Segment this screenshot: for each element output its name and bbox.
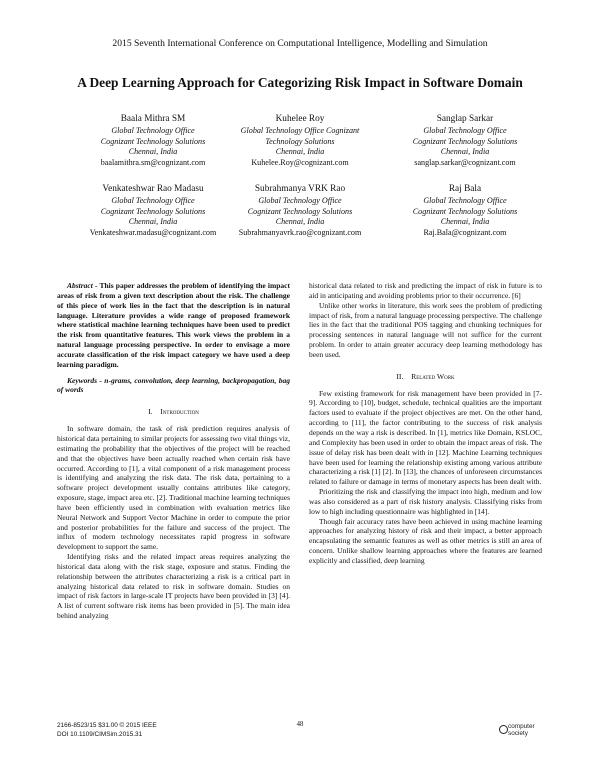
left-column: [57, 281, 290, 621]
author-6: [370, 183, 560, 238]
keywords: Keywords - n-grams, convolution, deep learning, backpropagation, bag of words: [57, 375, 290, 395]
author-5: [205, 183, 395, 238]
author-name: Raj Bala: [448, 184, 482, 194]
author-city: Chennai, India: [440, 147, 490, 157]
paragraph: Few existing framework for risk management have been provided in [7-9]. According to [10], budget, schedule, technical qualities are the important factors used to evaluate if the project objectives are met. On the other hand, according to [11], the factor contributing to the success of risk analysis depends on the way a risk is described. In [1], metrics like Domain, KSLOC, and Complexity has been used in order to obtain the impact areas of risk. The issue of delay risk has been dealt with in [12]. Machine Learning techniques have been used for learning the relationship existing among various attribute characterizing a risk [1] [2]. In [13], the chances of unforeseen circumstances related to failure or damage in terms of monetary aspects has been dealt with.: [309, 388, 542, 487]
author-affiliation: Global Technology Office: [111, 126, 195, 135]
author-name: Kuhelee Roy: [275, 114, 325, 124]
author-affiliation: Global Technology Office Cognizant: [240, 126, 360, 135]
author-affiliation: Global Technology Office: [423, 126, 507, 135]
page-number: 48: [296, 721, 304, 728]
author-affiliation: Global Technology Office: [258, 196, 342, 205]
author-name: Subrahmanya VRK Rao: [254, 184, 346, 194]
author-city: Chennai, India: [128, 217, 178, 227]
section-heading-related-work: [309, 372, 542, 382]
author-affiliation: Cognizant Technology Solutions: [247, 206, 353, 216]
paper-title: A Deep Learning Approach for Categorizing Risk Impact in Software Domain: [77, 75, 523, 90]
paragraph: Though fair accuracy rates have been achieved in using machine learning approaches for analyzing history of risk and their impact, a better approach encapsulating the semantic features as well as other metrics is still an area of concern. Unlike shallow learning approaches where the features are learned explicitly and classified, deep learning: [309, 516, 542, 565]
paragraph: In software domain, the task of risk prediction requires analysis of historical data pertaining to similar projects for assessing two vital things viz, estimating the probability that the objectives of the project will be reached and that the objectives have been actually reached when certain risk have occurred. According to [1], a vital component of a risk management process is identifying and analyzing the risk data. The risk data, pertaining to a software project development usually contains attributes like category, exposure, stage, impact area etc. [2]. Traditional machine learning techniques have been efficiently used in combination with evaluation metrics like Neural Network and Support Vector Machine in order to compute the prior and posterior probabilities for the failure and success of the project. The influx of modern technology necessitates rapid progress in software development to support the same.: [57, 424, 290, 552]
author-name: Venkateshwar Rao Madasu: [102, 184, 204, 194]
author-affiliation: Cognizant Technology Solutions: [412, 136, 518, 146]
author-city: Chennai, India: [128, 147, 178, 157]
author-email: Kuhelee.Roy@cognizant.com: [251, 157, 349, 167]
author-affiliation: Cognizant Technology Solutions: [412, 206, 518, 216]
author-email: baalamithra.sm@cognizant.com: [100, 157, 206, 167]
section-title: Related Work: [411, 371, 455, 381]
paragraph: Unlike other works in literature, this work sees the problem of predicting impact of risk, from a natural language processing perspective. The challenge lies in the fact that the traditional POS tagging and chunking techniques for processing sentences in natural language will not suffice for the current problem. In order to attain greater accuracy deep learning methodology has been used.: [309, 300, 542, 359]
author-affiliation: Cognizant Technology Solutions: [100, 206, 206, 216]
section-number: II.: [396, 371, 404, 381]
author-name: Baala Mithra SM: [120, 114, 186, 124]
author-affiliation: Technology Solutions: [265, 136, 335, 146]
abstract-label: Abstract -: [67, 281, 98, 290]
author-email: Venkateshwar.madasu@cognizant.com: [89, 227, 217, 237]
footer-doi: DOI 10.1109/CIMSim.2015.31: [57, 731, 143, 738]
paragraph: historical data related to risk and predicting the impact of risk in future is to aid in anticipating and avoiding problems prior to their occurrence. [6]: [309, 281, 542, 300]
author-affiliation: Cognizant Technology Solutions: [100, 136, 206, 146]
author-city: Chennai, India: [440, 217, 490, 227]
author-email: Raj.Bala@cognizant.com: [423, 227, 507, 237]
author-2: [205, 113, 395, 168]
section-number: I.: [148, 407, 153, 417]
author-city: Chennai, India: [275, 217, 325, 227]
section-title: Introduction: [160, 407, 199, 417]
ieee-logo-icon: [499, 725, 508, 734]
author-city: Chennai, India: [275, 147, 325, 157]
footer-issn: 2166-8523/15 $31.00 © 2015 IEEE: [57, 722, 157, 729]
section-heading-introduction: [57, 407, 290, 417]
abstract-text: This paper addresses the problem of identifying the impact areas of risk from a given text description about the risk. The challenge of this piece of work lies in the fact that the description is in natural language. Literature provides a wide range of proposed framework where statistical machine learning techniques have been used to predict the risk from quantitative features. This work views the problem in a natural language processing perspective. In order to envisage a more accurate classification of the risk impact category we have used a deep learning paradigm.: [57, 281, 290, 369]
paragraph: Prioritizing the risk and classifying the impact into high, medium and low was also considered as a part of risk history analysis. Classifying risks from low to high including questionnaire was highlighted in [14].: [309, 487, 542, 516]
author-affiliation: Global Technology Office: [111, 196, 195, 205]
author-email: sanglap.sarkar@cognizant.com: [414, 157, 516, 167]
author-affiliation: Global Technology Office: [423, 196, 507, 205]
logo-text: computer society: [508, 723, 535, 737]
author-email: Subrahmanyavrk.rao@cognizant.com: [238, 227, 362, 237]
abstract: [57, 281, 290, 370]
right-column: [309, 281, 542, 566]
paragraph: Identifying risks and the related impact areas requires analyzing the historical data along with the risk stage, exposure and status. Finding the relationship between the attributes characterizing a risk is a critical part in analyzing historical data related to risk in software domain. Studies on impact of risk factors in large-scale IT projects have been provided in [3] [4]. A list of current software risk items has been provided in [5]. The main idea behind analyzing: [57, 552, 290, 621]
author-name: Sanglap Sarkar: [436, 114, 494, 124]
computer-society-logo: [498, 718, 546, 742]
conference-header: 2015 Seventh International Conference on Computational Intelligence, Modelling and Simulation: [112, 38, 488, 49]
author-3: [370, 113, 560, 168]
